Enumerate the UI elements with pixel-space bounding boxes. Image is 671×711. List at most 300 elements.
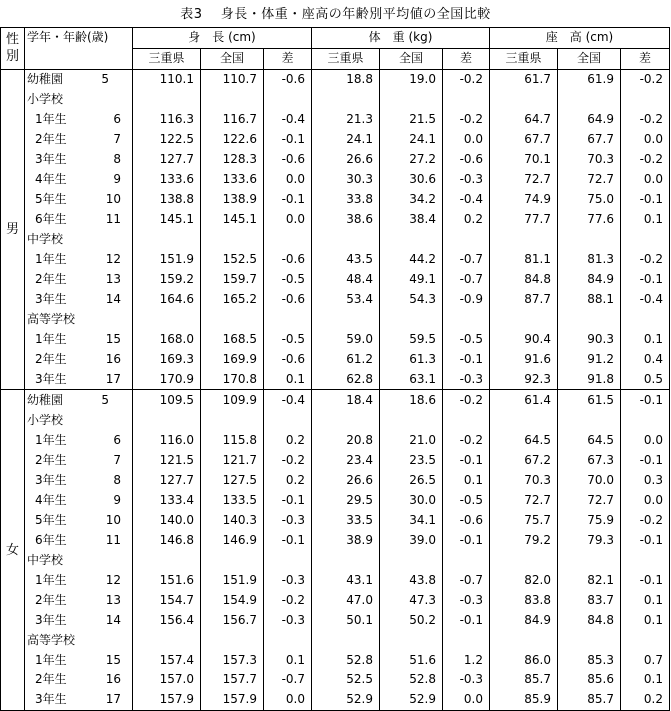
table-row [1, 69, 670, 89]
empty-cell [201, 630, 264, 650]
sitting-diff-value: -0.2 [621, 110, 670, 130]
grade-cell [25, 630, 133, 650]
sitting-mie-value: 82.0 [490, 570, 558, 590]
weight-mie-value: 26.6 [312, 150, 380, 170]
height-diff-value: -0.7 [264, 670, 312, 690]
weight-national-value: 51.6 [380, 650, 443, 670]
sitting-national-value: 85.6 [558, 670, 621, 690]
weight-diff-header: 差 [443, 48, 490, 69]
sitting-national-value: 84.9 [558, 270, 621, 290]
school-group-label: 高等学校 [27, 312, 76, 327]
age-label: 11 [105, 212, 121, 227]
height-mie-value: 109.5 [133, 390, 201, 410]
sitting-national-value: 91.2 [558, 350, 621, 370]
sitting-national-value: 70.3 [558, 150, 621, 170]
height-national-value: 122.6 [201, 130, 264, 150]
sitting-national-value: 88.1 [558, 290, 621, 310]
grade-cell [25, 510, 133, 530]
age-label: 12 [105, 572, 121, 587]
height-diff-value: -0.3 [264, 610, 312, 630]
empty-cell [621, 90, 670, 110]
empty-cell [558, 310, 621, 330]
height-mie-value: 157.4 [133, 650, 201, 670]
sitting-national-value: 67.7 [558, 130, 621, 150]
empty-cell [264, 630, 312, 650]
sex-label: 男 [1, 69, 25, 390]
grade-label: 2年生 [35, 592, 67, 607]
table-row [1, 670, 670, 690]
height-mie-value: 159.2 [133, 270, 201, 290]
sitting-diff-value: 0.5 [621, 369, 670, 389]
grade-cell [25, 670, 133, 690]
height-national-value: 170.8 [201, 369, 264, 389]
height-national-value: 133.6 [201, 170, 264, 190]
height-mie-value: 140.0 [133, 510, 201, 530]
weight-diff-value: -0.2 [443, 390, 490, 410]
grade-cell [25, 450, 133, 470]
sitting-mie-value: 84.9 [490, 610, 558, 630]
sitting-diff-value: -0.1 [621, 270, 670, 290]
sitting-national-value: 61.5 [558, 390, 621, 410]
grade-label: 2年生 [35, 351, 67, 366]
height-diff-value: 0.0 [264, 210, 312, 230]
weight-diff-value: -0.7 [443, 570, 490, 590]
height-national-header: 全国 [201, 48, 264, 69]
school-group-row [1, 90, 670, 110]
sitting-diff-value: 0.0 [621, 170, 670, 190]
weight-diff-value: -0.7 [443, 250, 490, 270]
grade-cell [25, 470, 133, 490]
weight-diff-value: 0.0 [443, 690, 490, 710]
height-diff-value: -0.2 [264, 590, 312, 610]
weight-diff-value: -0.9 [443, 290, 490, 310]
weight-national-value: 23.5 [380, 450, 443, 470]
sitting-diff-value: 0.1 [621, 210, 670, 230]
height-diff-header: 差 [264, 48, 312, 69]
empty-cell [558, 410, 621, 430]
sitting-diff-value: 0.1 [621, 590, 670, 610]
weight-national-value: 54.3 [380, 290, 443, 310]
sitting-diff-value: -0.2 [621, 510, 670, 530]
weight-national-value: 19.0 [380, 69, 443, 89]
sitting-mie-value: 61.7 [490, 69, 558, 89]
sitting-diff-value: -0.1 [621, 390, 670, 410]
weight-national-value: 30.6 [380, 170, 443, 190]
weight-mie-value: 29.5 [312, 490, 380, 510]
empty-cell [558, 630, 621, 650]
grade-label: 3年生 [35, 692, 67, 707]
sitting-diff-value: 0.4 [621, 350, 670, 370]
height-mie-value: 116.0 [133, 430, 201, 450]
height-diff-value: -0.6 [264, 150, 312, 170]
weight-diff-value: -0.4 [443, 190, 490, 210]
grade-label: 2年生 [35, 452, 67, 467]
empty-cell [443, 630, 490, 650]
school-group-row [1, 310, 670, 330]
empty-cell [264, 230, 312, 250]
height-diff-value: -0.2 [264, 450, 312, 470]
grade-cell [25, 190, 133, 210]
height-mie-value: 133.6 [133, 170, 201, 190]
sitting-national-value: 82.1 [558, 570, 621, 590]
grade-header: 学年・年齢(歳) [25, 28, 133, 70]
height-mie-value: 169.3 [133, 350, 201, 370]
empty-cell [312, 310, 380, 330]
sitting-national-value: 64.5 [558, 430, 621, 450]
empty-cell [264, 90, 312, 110]
weight-mie-value: 21.3 [312, 110, 380, 130]
height-mie-value: 157.9 [133, 690, 201, 710]
sitting-diff-value: 0.3 [621, 470, 670, 490]
age-label: 12 [105, 252, 121, 267]
height-national-value: 121.7 [201, 450, 264, 470]
grade-label: 1年生 [35, 652, 67, 667]
grade-label: 1年生 [35, 432, 67, 447]
grade-cell [25, 610, 133, 630]
empty-cell [443, 550, 490, 570]
weight-diff-value: 0.2 [443, 210, 490, 230]
height-mie-value: 146.8 [133, 530, 201, 550]
weight-national-value: 39.0 [380, 530, 443, 550]
height-national-value: 115.8 [201, 430, 264, 450]
weight-national-header: 全国 [380, 48, 443, 69]
sitting-diff-value: 0.0 [621, 130, 670, 150]
weight-diff-value: -0.6 [443, 510, 490, 530]
table-row [1, 650, 670, 670]
empty-cell [264, 310, 312, 330]
weight-mie-value: 50.1 [312, 610, 380, 630]
empty-cell [443, 410, 490, 430]
height-diff-value: -0.6 [264, 250, 312, 270]
grade-cell [25, 310, 133, 330]
weight-diff-value: -0.2 [443, 430, 490, 450]
sitting-diff-value: 0.1 [621, 670, 670, 690]
table-body [1, 69, 670, 710]
height-diff-value: -0.3 [264, 570, 312, 590]
table-row [1, 290, 670, 310]
sitting-national-value: 70.0 [558, 470, 621, 490]
weight-mie-value: 23.4 [312, 450, 380, 470]
age-label: 11 [105, 532, 121, 547]
weight-national-value: 43.8 [380, 570, 443, 590]
sex-label: 女 [1, 390, 25, 711]
weight-mie-value: 53.4 [312, 290, 380, 310]
weight-national-value: 27.2 [380, 150, 443, 170]
sitting-diff-header: 差 [621, 48, 670, 69]
grade-cell [25, 250, 133, 270]
weight-mie-value: 62.8 [312, 369, 380, 389]
height-national-value: 109.9 [201, 390, 264, 410]
sitting-mie-value: 64.5 [490, 430, 558, 450]
age-label: 17 [105, 371, 121, 386]
sitting-mie-value: 81.1 [490, 250, 558, 270]
empty-cell [133, 550, 201, 570]
age-label: 16 [105, 351, 121, 366]
grade-label: 3年生 [35, 292, 67, 307]
age-label: 15 [105, 332, 121, 347]
empty-cell [312, 90, 380, 110]
growth-comparison-table [0, 27, 670, 711]
table-row [1, 130, 670, 150]
height-diff-value: 0.1 [264, 650, 312, 670]
weight-national-value: 24.1 [380, 130, 443, 150]
school-group-label: 高等学校 [27, 632, 76, 647]
grade-cell [25, 290, 133, 310]
table-row [1, 510, 670, 530]
empty-cell [201, 310, 264, 330]
sitting-diff-value: 0.1 [621, 330, 670, 350]
grade-cell [25, 530, 133, 550]
sitting-national-value: 61.9 [558, 69, 621, 89]
height-diff-value: -0.4 [264, 110, 312, 130]
empty-cell [201, 550, 264, 570]
empty-cell [133, 310, 201, 330]
age-label: 13 [105, 272, 121, 287]
school-group-label: 小学校 [27, 412, 64, 427]
sex-header: 性別 [1, 28, 25, 70]
sitting-mie-value: 67.2 [490, 450, 558, 470]
weight-diff-value: 1.2 [443, 650, 490, 670]
height-national-value: 157.3 [201, 650, 264, 670]
age-label: 16 [105, 672, 121, 687]
empty-cell [133, 410, 201, 430]
weight-mie-value: 59.0 [312, 330, 380, 350]
height-mie-value: 110.1 [133, 69, 201, 89]
weight-diff-value: -0.3 [443, 170, 490, 190]
sitting-national-value: 75.9 [558, 510, 621, 530]
weight-mie-value: 33.5 [312, 510, 380, 530]
grade-cell [25, 170, 133, 190]
grade-cell [25, 330, 133, 350]
height-national-value: 146.9 [201, 530, 264, 550]
empty-cell [312, 630, 380, 650]
grade-cell [25, 690, 133, 710]
age-label: 8 [113, 152, 121, 167]
table-row [1, 610, 670, 630]
weight-national-value: 52.9 [380, 690, 443, 710]
empty-cell [621, 630, 670, 650]
age-label: 5 [101, 72, 109, 87]
grade-label: 3年生 [35, 371, 67, 386]
empty-cell [312, 550, 380, 570]
grade-label: 3年生 [35, 152, 67, 167]
grade-label: 1年生 [35, 572, 67, 587]
empty-cell [380, 550, 443, 570]
weight-national-value: 47.3 [380, 590, 443, 610]
weight-diff-value: -0.3 [443, 590, 490, 610]
weight-diff-value: -0.5 [443, 490, 490, 510]
height-mie-value: 121.5 [133, 450, 201, 470]
empty-cell [380, 630, 443, 650]
empty-cell [312, 410, 380, 430]
height-national-value: 157.7 [201, 670, 264, 690]
height-diff-value: -0.6 [264, 69, 312, 89]
school-group-row [1, 630, 670, 650]
sitting-mie-value: 79.2 [490, 530, 558, 550]
school-group-row [1, 230, 670, 250]
height-diff-value: -0.6 [264, 290, 312, 310]
height-diff-value: 0.0 [264, 690, 312, 710]
height-mie-value: 138.8 [133, 190, 201, 210]
sitting-national-header: 全国 [558, 48, 621, 69]
weight-mie-value: 18.4 [312, 390, 380, 410]
height-diff-value: 0.0 [264, 170, 312, 190]
sitting-mie-header: 三重県 [490, 48, 558, 69]
height-national-value: 138.9 [201, 190, 264, 210]
height-mie-value: 151.9 [133, 250, 201, 270]
weight-mie-value: 20.8 [312, 430, 380, 450]
weight-national-value: 49.1 [380, 270, 443, 290]
grade-cell [25, 90, 133, 110]
table-row [1, 470, 670, 490]
grade-label: 5年生 [35, 192, 67, 207]
grade-label: 2年生 [35, 272, 67, 287]
table-row [1, 430, 670, 450]
height-mie-value: 154.7 [133, 590, 201, 610]
grade-cell [25, 210, 133, 230]
sitting-mie-value: 77.7 [490, 210, 558, 230]
age-label: 6 [113, 432, 121, 447]
age-label: 15 [105, 652, 121, 667]
empty-cell [621, 410, 670, 430]
school-group-row [1, 550, 670, 570]
table-row [1, 210, 670, 230]
weight-diff-value: -0.2 [443, 69, 490, 89]
sitting-mie-value: 70.3 [490, 470, 558, 490]
empty-cell [443, 90, 490, 110]
weight-national-value: 63.1 [380, 369, 443, 389]
sitting-national-value: 67.3 [558, 450, 621, 470]
empty-cell [558, 550, 621, 570]
weight-diff-value: -0.5 [443, 330, 490, 350]
weight-national-value: 26.5 [380, 470, 443, 490]
sitting-national-value: 83.7 [558, 590, 621, 610]
table-row [1, 170, 670, 190]
empty-cell [490, 230, 558, 250]
school-group-row [1, 410, 670, 430]
weight-mie-value: 48.4 [312, 270, 380, 290]
weight-mie-value: 24.1 [312, 130, 380, 150]
weight-diff-value: -0.1 [443, 450, 490, 470]
sitting-diff-value: 0.7 [621, 650, 670, 670]
weight-diff-value: -0.1 [443, 610, 490, 630]
weight-mie-value: 43.1 [312, 570, 380, 590]
table-row [1, 590, 670, 610]
grade-cell [25, 490, 133, 510]
weight-diff-value: -0.6 [443, 150, 490, 170]
table-row [1, 250, 670, 270]
empty-cell [621, 310, 670, 330]
age-label: 9 [113, 492, 121, 507]
height-mie-value: 164.6 [133, 290, 201, 310]
age-label: 10 [105, 192, 121, 207]
empty-cell [380, 310, 443, 330]
grade-label: 5年生 [35, 512, 67, 527]
table-row [1, 690, 670, 710]
sitting-diff-value: 0.0 [621, 490, 670, 510]
weight-national-value: 18.6 [380, 390, 443, 410]
table-row [1, 350, 670, 370]
grade-label: 6年生 [35, 212, 67, 227]
table-row [1, 190, 670, 210]
empty-cell [490, 550, 558, 570]
weight-diff-value: -0.7 [443, 270, 490, 290]
empty-cell [201, 90, 264, 110]
height-mie-value: 151.6 [133, 570, 201, 590]
height-mie-value: 127.7 [133, 470, 201, 490]
age-label: 6 [113, 112, 121, 127]
school-group-label: 中学校 [27, 552, 64, 567]
grade-label: 1年生 [35, 332, 67, 347]
sitting-mie-value: 75.7 [490, 510, 558, 530]
table-row [1, 110, 670, 130]
grade-cell [25, 150, 133, 170]
grade-label: 1年生 [35, 112, 67, 127]
weight-mie-value: 26.6 [312, 470, 380, 490]
sitting-height-header: 座 高 (cm) [490, 28, 670, 49]
height-national-value: 159.7 [201, 270, 264, 290]
grade-cell [25, 110, 133, 130]
height-national-value: 169.9 [201, 350, 264, 370]
table-row [1, 390, 670, 410]
sitting-diff-value: 0.0 [621, 430, 670, 450]
sitting-mie-value: 72.7 [490, 490, 558, 510]
grade-cell [25, 410, 133, 430]
sitting-diff-value: -0.1 [621, 450, 670, 470]
weight-diff-value: -0.1 [443, 350, 490, 370]
sitting-national-value: 72.7 [558, 170, 621, 190]
empty-cell [490, 630, 558, 650]
weight-diff-value: 0.1 [443, 470, 490, 490]
empty-cell [443, 310, 490, 330]
age-label: 5 [101, 392, 109, 407]
weight-national-value: 44.2 [380, 250, 443, 270]
grade-label: 3年生 [35, 472, 67, 487]
weight-national-value: 21.0 [380, 430, 443, 450]
sitting-mie-value: 87.7 [490, 290, 558, 310]
header-row-1 [1, 28, 670, 49]
age-label: 7 [113, 452, 121, 467]
weight-mie-value: 43.5 [312, 250, 380, 270]
height-diff-value: -0.6 [264, 350, 312, 370]
sitting-mie-value: 70.1 [490, 150, 558, 170]
sitting-national-value: 84.8 [558, 610, 621, 630]
height-diff-value: -0.1 [264, 530, 312, 550]
height-diff-value: -0.4 [264, 390, 312, 410]
grade-label: 2年生 [35, 132, 67, 147]
height-mie-value: 157.0 [133, 670, 201, 690]
weight-mie-value: 61.2 [312, 350, 380, 370]
grade-cell [25, 270, 133, 290]
weight-national-value: 38.4 [380, 210, 443, 230]
sitting-national-value: 72.7 [558, 490, 621, 510]
height-diff-value: -0.5 [264, 270, 312, 290]
height-diff-value: -0.3 [264, 510, 312, 530]
sitting-mie-value: 83.8 [490, 590, 558, 610]
empty-cell [490, 310, 558, 330]
weight-mie-value: 38.6 [312, 210, 380, 230]
height-national-value: 156.7 [201, 610, 264, 630]
height-national-value: 128.3 [201, 150, 264, 170]
empty-cell [558, 230, 621, 250]
sitting-mie-value: 86.0 [490, 650, 558, 670]
empty-cell [380, 410, 443, 430]
table-row [1, 490, 670, 510]
weight-mie-header: 三重県 [312, 48, 380, 69]
height-national-value: 127.5 [201, 470, 264, 490]
sitting-diff-value: 0.1 [621, 610, 670, 630]
empty-cell [133, 630, 201, 650]
